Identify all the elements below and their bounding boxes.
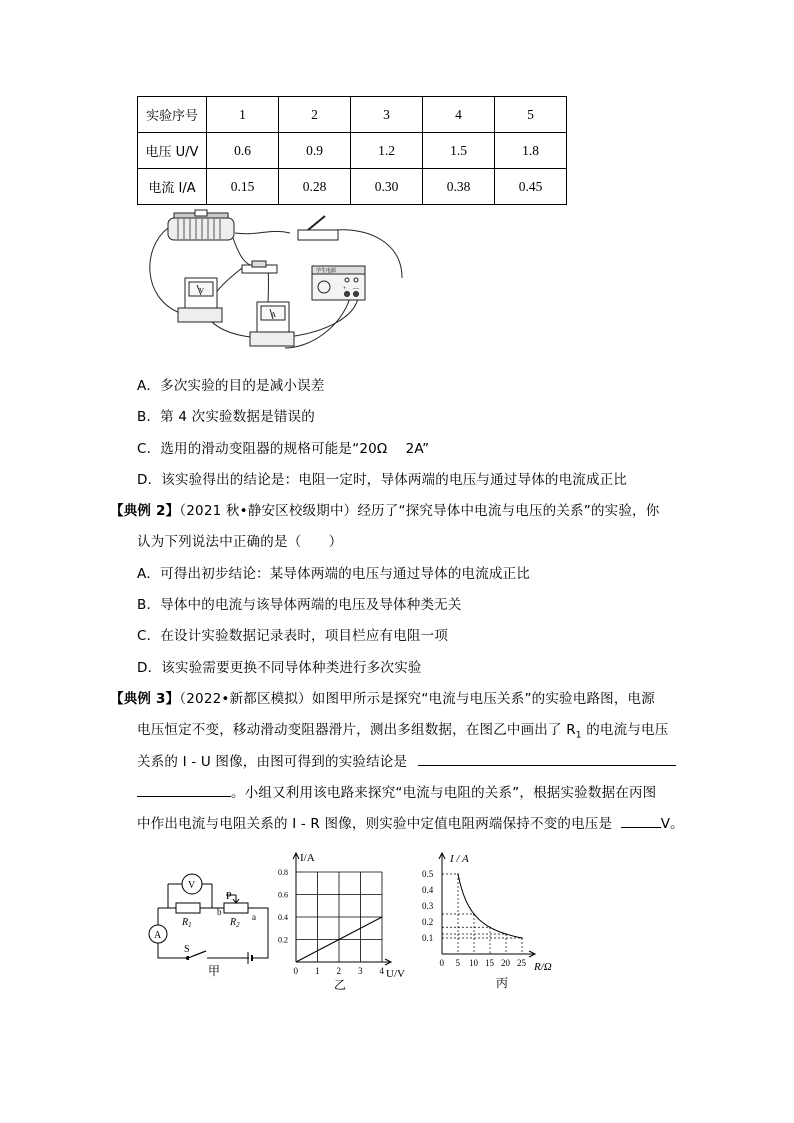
y-tick-label: 0.3 (422, 901, 434, 911)
ex2-option-d: D．该实验需要更换不同导体种类进行多次实验 (137, 660, 422, 676)
y-tick-label: 0.4 (278, 913, 288, 922)
x-tick-label: 4 (379, 966, 384, 976)
switch-label: S (184, 944, 190, 955)
ex3-stem-text: 关系的 I - U 图像，由图可得到的实验结论是 (137, 754, 408, 770)
q1-option-b: B．第 4 次实验数据是错误的 (137, 409, 315, 425)
ex2-option-a: A．可得出初步结论：某导体两端的电压与通过导体的电流成正比 (137, 566, 531, 582)
ex2-option-b: B．导体中的电流与该导体两端的电压及导体种类无关 (137, 597, 462, 613)
figure-caption: 乙 (334, 978, 347, 991)
terminal-b-label: b (217, 907, 222, 917)
circuit-diagram (140, 868, 275, 983)
table-cell: 0.45 (495, 169, 567, 205)
y-tick-label: 0.4 (422, 885, 434, 895)
x-axis-label: U/V (386, 968, 405, 980)
x-tick-label: 20 (501, 958, 510, 968)
rheostat-r2 (224, 903, 248, 913)
plus-mark: + (343, 286, 347, 292)
ex3-stem-text: （2022•新都区模拟）如图甲所示是探究“电流与电压关系”的实验电路图，电源 (179, 691, 655, 707)
row-label: 电流 I/A (138, 169, 207, 205)
ex3-stem-5 (137, 812, 684, 832)
table-cell: 0.30 (351, 169, 423, 205)
table-cell: 0.6 (207, 133, 279, 169)
table-row (138, 97, 567, 133)
ex3-stem-text: 。小组又利用该电路来探究“电流与电阻的关系”，根据实验数据在丙图 (231, 785, 657, 801)
x-axis-label: R/Ω (534, 961, 552, 973)
data-point (457, 873, 459, 875)
figure-caption: 甲 (208, 964, 221, 978)
ex3-stem-2 (137, 718, 668, 741)
x-tick-label: 5 (455, 958, 460, 968)
i-r-chart (418, 846, 568, 991)
data-point (505, 933, 507, 935)
table-cell: 1.2 (351, 133, 423, 169)
answer-blank-1[interactable] (418, 753, 676, 766)
voltmeter-label: V (188, 880, 196, 891)
table-cell: 0.15 (207, 169, 279, 205)
y-tick-label: 0.1 (422, 933, 434, 943)
y-tick-label: 0.5 (422, 869, 434, 879)
subscript: 1 (575, 730, 582, 741)
x-tick-label: 3 (358, 966, 363, 976)
ex2-stem-text: （2021 秋•静安区校级期中）经历了“探究导体中电流与电压的关系”的实验，你 (179, 503, 660, 519)
voltmeter-mark: V (199, 287, 205, 295)
i-u-chart (272, 846, 417, 991)
apparatus-illustration (140, 208, 415, 358)
terminal-a-label: a (252, 912, 256, 922)
ex2-option-c: C．在设计实验数据记录表时，项目栏应有电阻一项 (137, 628, 449, 644)
slider-label-p: P (226, 891, 232, 902)
r2-label: $R_2$ (230, 917, 240, 929)
x-tick-label: 1 (315, 966, 320, 976)
ex3-stem-3 (137, 750, 676, 770)
table-cell: 5 (495, 97, 567, 133)
ammeter-label: A (154, 930, 162, 941)
answer-blank-1-cont[interactable] (137, 784, 231, 797)
row-label: 电压 U/V (138, 133, 207, 169)
x-tick-label: 15 (485, 958, 494, 968)
ex3-stem-text: 的电流与电压 (581, 722, 669, 738)
ex3-stem-text: 中作出电流与电阻关系的 I - R 图像，则实验中定值电阻两端保持不变的电压是 (137, 816, 613, 832)
ex3-stem-4 (137, 781, 656, 801)
ammeter-mark: A (271, 311, 277, 319)
ex2-stem-1 (110, 499, 659, 519)
resistor-r1 (176, 903, 200, 913)
table-row (138, 169, 567, 205)
minus-mark: — (353, 286, 359, 292)
supply-label: 学生电源 (316, 269, 337, 274)
data-point (473, 913, 475, 915)
table-cell: 0.28 (279, 169, 351, 205)
y-tick-label: 0.6 (278, 890, 288, 900)
data-table (137, 96, 567, 205)
data-point (521, 937, 523, 939)
ex3-tag: 【典例 3】 (110, 691, 180, 707)
x-tick-label: 0 (293, 966, 298, 976)
x-tick-label: 2 (336, 966, 341, 976)
row-label: 实验序号 (138, 97, 207, 133)
table-cell: 1.5 (423, 133, 495, 169)
table-cell: 1.8 (495, 133, 567, 169)
table-cell: 3 (351, 97, 423, 133)
y-tick-label: 0.8 (278, 868, 288, 877)
y-axis-label: I / A (450, 853, 469, 865)
answer-blank-2[interactable] (621, 815, 661, 828)
y-tick-label: 0.2 (422, 917, 434, 927)
ex2-stem-2: 认为下列说法中正确的是（ ） (137, 534, 343, 550)
q1-option-a: A．多次实验的目的是减小误差 (137, 378, 325, 394)
y-axis-label: I/A (300, 852, 315, 864)
table-cell: 4 (423, 97, 495, 133)
x-tick-label: 25 (517, 958, 526, 968)
table-cell: 0.38 (423, 169, 495, 205)
unit-text: V。 (660, 816, 684, 832)
data-point (489, 926, 491, 928)
table-cell: 1 (207, 97, 279, 133)
x-tick-label: 0 (439, 958, 444, 968)
r1-label: $R_1$ (182, 917, 192, 929)
ex2-tag: 【典例 2】 (110, 503, 180, 519)
x-tick-label: 10 (469, 958, 478, 968)
table-cell: 0.9 (279, 133, 351, 169)
y-tick-label: 0.2 (278, 935, 288, 945)
table-cell: 2 (279, 97, 351, 133)
q1-option-c: C．选用的滑动变阻器的规格可能是“20Ω 2A” (137, 441, 430, 457)
figure-caption: 丙 (496, 976, 509, 990)
q1-option-d: D．该实验得出的结论是：电阻一定时，导体两端的电压与通过导体的电流成正比 (137, 472, 628, 488)
ex3-stem-text: 电压恒定不变，移动滑动变阻器滑片，测出多组数据，在图乙中画出了 R (137, 722, 576, 738)
ex3-stem-1 (110, 687, 655, 707)
table-row (138, 133, 567, 169)
